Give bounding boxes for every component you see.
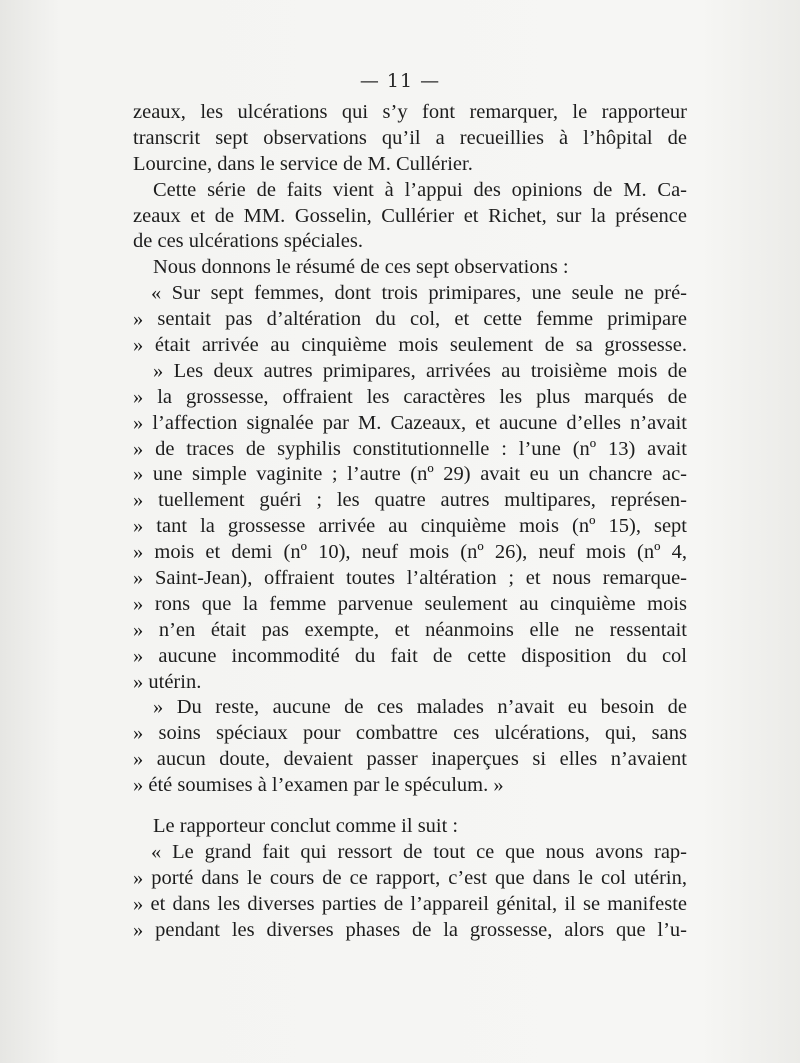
text-line: Lourcine, dans le service de M. Cullérier. (133, 152, 473, 175)
text-line: » soins spéciaux pour combattre ces ulcérations, qui, sans (133, 722, 687, 745)
text-line: Cette série de faits vient à l’appui des opinions de M. Ca- (153, 178, 687, 201)
text-line: zeaux, les ulcérations qui s’y font remarquer, le rapporteur (133, 101, 687, 123)
text-line: » était arrivée au cinquième mois seulement de sa grossesse. (133, 334, 687, 357)
body-text (133, 100, 687, 944)
text-line: » l’affection signalée par M. Cazeaux, et aucune d’elles n’avait (133, 411, 687, 434)
text-line: » aucune incommodité du fait de cette disposition du col (133, 644, 687, 667)
text-line: » aucun doute, devaient passer inaperçues si elles n’avaient (133, 748, 687, 771)
text-line: » Les deux autres primipares, arrivées au troisième mois de (153, 359, 687, 382)
text-line: » la grossesse, offraient les caractères les plus marqués de (133, 385, 687, 408)
text-line: Nous donnons le résumé de ces sept observations : (153, 256, 569, 279)
text-line: « Sur sept femmes, dont trois primipares, une seule ne pré- (151, 282, 687, 305)
text-line: » mois et demi (nº 10), neuf mois (nº 26), neuf mois (nº 4, (133, 541, 687, 564)
text-line: transcrit sept observations qu’il a recueillies à l’hôpital de (133, 126, 687, 149)
text-line: » porté dans le cours de ce rapport, c’est que dans le col utérin, (133, 866, 687, 889)
text-line: » une simple vaginite ; l’autre (nº 29) avait eu un chancre ac- (133, 463, 687, 486)
text-line: » Saint-Jean), offraient toutes l’altération ; et nous remarque- (133, 567, 687, 590)
text-line: » tant la grossesse arrivée au cinquième mois (nº 15), sept (133, 515, 687, 538)
text-line: « Le grand fait qui ressort de tout ce que nous avons rap- (151, 840, 687, 863)
text-line: » tuellement guéri ; les quatre autres multipares, représen- (133, 489, 687, 512)
text-line: » Du reste, aucune de ces malades n’avait eu besoin de (153, 696, 687, 719)
text-line: » utérin. (133, 670, 202, 693)
page-number: — 11 — (359, 70, 441, 92)
text-line: Le rapporteur conclut comme il suit : (153, 815, 459, 838)
text-line: » pendant les diverses phases de la grossesse, alors que l’u- (133, 918, 687, 941)
text-line: » et dans les diverses parties de l’appareil génital, il se manifeste (133, 892, 687, 915)
text-line: » sentait pas d’altération du col, et cette femme primipare (133, 308, 687, 331)
text-line: » n’en était pas exempte, et néanmoins elle ne ressentait (133, 618, 687, 641)
text-line: » rons que la femme parvenue seulement au cinquième mois (133, 592, 687, 615)
text-line: zeaux et de MM. Gosselin, Cullérier et Richet, sur la présence (133, 204, 687, 227)
text-line: » été soumises à l’examen par le spéculum. » (133, 774, 504, 797)
text-line: » de traces de syphilis constitutionnelle : l’une (nº 13) avait (133, 437, 687, 460)
text-line: de ces ulcérations spéciales. (133, 230, 363, 253)
